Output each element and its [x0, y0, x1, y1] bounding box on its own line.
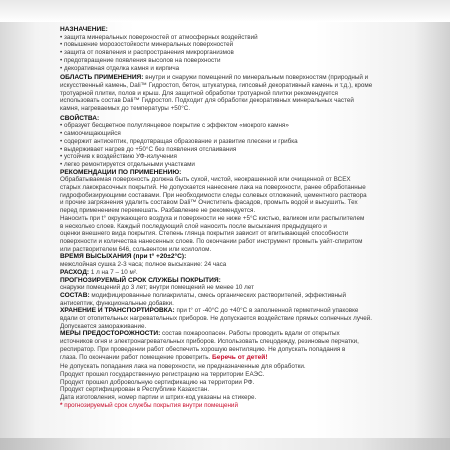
footnote-star: * — [60, 401, 63, 409]
purpose-item: • предотвращение появления высолов на поверхности — [60, 57, 404, 65]
application-text: тротуарной плитки, полов и крыш. Для защитной обработки тротуарной плитки рекомендуется — [60, 89, 338, 97]
property-item: • выдерживает нагрев до +50°С без появления отслаивания — [60, 146, 404, 154]
recommendation-text: перед применением перемешать. Разбавление не рекомендуется. — [60, 207, 256, 215]
storage-text: вдали от отопительных нагревательных приборов. Не допускается воздействие прямых солнечных лучей. — [60, 315, 373, 323]
drying-heading: ВРЕМЯ ВЫСЫХАНИЯ (при t° +20±2°С): — [60, 253, 187, 261]
safety-text: источников огня и электронагревательных приборов. Использовать спецодежду, резиновые перчатки, — [60, 338, 359, 346]
label-bottom-band — [0, 438, 450, 450]
composition-text: модифицированные полиакрилаты, смесь органических растворителей, эффективный — [91, 291, 347, 299]
note-line: Продукт сертифицирован в Республике Казахстан. — [60, 386, 210, 394]
composition-heading: СОСТАВ: — [60, 291, 90, 299]
note-line: Продукт прошел государственную регистрацию на территории ЕАЭС. — [60, 370, 265, 378]
storage-text: при t° от -40°С до +40°С в заполненной герметичной упаковке — [176, 307, 359, 315]
safety-text: респиратор. При проведении работ обеспечить хорошую вентиляцию. Не допускать попадания в — [60, 345, 346, 353]
recommendation-text: старых лакокрасочных покрытий. Не допускается нанесение лака на поверхности, ранее обработанные — [60, 184, 366, 192]
storage-heading: ХРАНЕНИЕ И ТРАНСПОРТИРОВКА: — [60, 307, 175, 315]
recommendation-text: гидрофобизирующими составами. При необходимости следы солевых отложений, цементного раствора — [60, 191, 367, 199]
note-line: Дата изготовления, номер партии и штрих-код указаны на стикере. — [60, 394, 257, 402]
safety-section — [60, 330, 404, 338]
purpose-item: • повышение морозостойкости минеральных поверхностей — [60, 41, 404, 49]
application-text: внутри и снаружи помещений по минеральным поверхностям (природный и — [145, 74, 369, 82]
purpose-heading: НАЗНАЧЕНИЕ: — [60, 26, 108, 33]
properties-heading: СВОЙСТВА: — [60, 114, 100, 122]
service-life-heading: ПРОГНОЗИРУЕМЫЙ СРОК СЛУЖБЫ ПОКРЫТИЯ: — [60, 276, 221, 284]
property-item: • содержит антисептик, предотвращая образование и развитие плесени и грибка — [60, 138, 404, 146]
drying-text: межслойная сушка 2-3 часа; полное высыхание: 24 часа — [60, 261, 227, 269]
application-text: камня, нагреваемых до температуры +50°С. — [60, 105, 191, 113]
property-item: • устойчив к воздействию УФ-излучения — [60, 153, 404, 161]
service-life-text: снаружи помещений до 3 лет; внутри помещений не менее 10 лет — [60, 284, 255, 292]
safety-text: состав пожароопасен. Работы проводить вдали от открытых — [162, 330, 340, 338]
consumption-heading: РАСХОД: — [60, 268, 90, 276]
label-top-strip — [0, 0, 450, 22]
safety-heading: МЕРЫ ПРЕДОСТОРОЖНОСТИ: — [60, 330, 161, 338]
footnote — [60, 402, 404, 410]
purpose-item: • защита минеральных поверхностей от атмосферных воздействий — [60, 34, 404, 42]
storage-text: Допускается замораживание. — [60, 322, 147, 330]
application-text: использовать состав Dali™ Гидростоп. Подходит для обработки декоративных минеральных частей — [60, 97, 354, 105]
application-text: искусственный камень, Dali™ Гидростоп, бетон, штукатурка, гипсовый декоративный камень и т.д.), кроме — [60, 81, 373, 89]
property-item: • легко ремонтируется отдельными участками — [60, 161, 404, 169]
note-line: Продукт прошел добровольную сертификацию на территории РФ. — [60, 378, 255, 386]
purpose-item: • декоративная отделка камня и кирпича — [60, 65, 404, 73]
recommendation-text: или растворителем 646, сольвентом или ксилолом. — [60, 245, 212, 253]
footnote-text: прогнозируемый срок службы покрытия внутри помещений — [64, 401, 238, 409]
consumption-section — [60, 269, 404, 277]
purpose-item: • защита от появления и распространения микрорганизмов — [60, 49, 404, 57]
recommendation-text: Наносить при t° окружающего воздуха и поверхности не ниже +5°С кистью, валиком или распылителем — [60, 214, 365, 222]
application-section — [60, 74, 404, 82]
composition-section — [60, 292, 404, 300]
recommendation-text: в несколько слоев. Каждый последующий слой наносить после высыхания предыдущего и — [60, 222, 327, 230]
recommendations-heading: РЕКОМЕНДАЦИИ ПО ПРИМЕНЕНИЮ: — [60, 168, 182, 176]
recommendation-text: и прочие загрязнения удалить составом Dali™ Очиститель фасадов, промыть водой и высушить. Тех — [60, 199, 358, 207]
consumption-value: 1 л на 7 – 10 м². — [90, 268, 138, 276]
composition-text: антисептик, функциональные добавки. — [60, 299, 174, 307]
property-item: • самоочищающийся — [60, 130, 404, 138]
note-line: Не допускать попадания лака на поверхности, не предназначенные для обработки. — [60, 363, 306, 371]
recommendation-text: поверхности и количества нанесенных слоев. По окончании работ инструмент промыть уайт-спиритом — [60, 237, 363, 245]
label-text-block — [60, 26, 404, 409]
storage-section — [60, 307, 404, 315]
recommendation-text: оценки внешнего вида покрытия. Степень глянца покрытия зависит от впитывающей способности — [60, 230, 349, 238]
property-item: • образует бесцветное полуглянцевое покрытие с эффектом «мокрого камня» — [60, 122, 404, 130]
child-warning: Беречь от детей! — [212, 353, 268, 361]
safety-text-warning — [60, 354, 404, 362]
application-heading: ОБЛАСТЬ ПРИМЕНЕНИЯ: — [60, 74, 144, 82]
recommendation-text: Обрабатываемая поверхность должна быть сухой, чистой, неокрашенной или очищенной от ВСЕХ — [60, 176, 351, 184]
safety-text: глаза. По окончании работ помещение проветрить. — [60, 353, 211, 361]
